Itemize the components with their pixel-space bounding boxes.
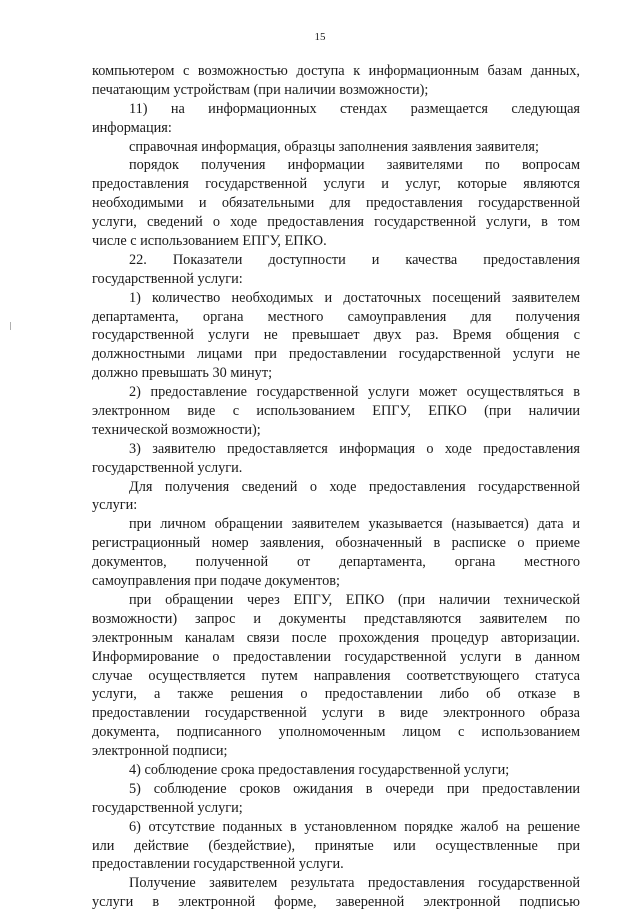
text-line: услуги: [92,497,138,514]
text-line: должно превышать 30 минут; [92,365,273,382]
text-line: информация: [92,119,172,136]
text-line: возможности) запрос и документы представляются заявителем по [92,610,580,627]
text-line: документов, полученной от департамента, органа местного [92,554,580,571]
text-line: департамента, органа местного самоуправления для получения [92,308,580,325]
page-number: 15 [314,31,326,43]
text-line: предоставлении государственной услуги в виде электронного образа [92,705,580,722]
text-line: 6) отсутствие поданных в установленном порядке жалоб на решение [129,818,580,835]
text-line: 11) на информационных стендах размещается следующая [129,100,580,117]
text-line: Получение заявителем результата предоставления государственной [129,875,580,892]
text-line: 1) количество необходимых и достаточных посещений заявителем [129,289,580,306]
text-line: случае осуществляется путем направления соответствующего статуса [92,667,580,684]
text-line: государственной услуги не превышает двух раз. Время общения с [92,327,580,344]
text-line: предоставления государственной услуги и услуг, которые являются [92,176,580,193]
text-line: при личном обращении заявителем указывается (называется) дата и [129,516,580,533]
text-line: числе с использованием ЕПГУ, ЕПКО. [92,233,327,250]
text-line: Информирование о предоставлении государственной услуги в данном [92,648,580,665]
text-line: государственной услуги. [92,459,243,476]
text-line: 3) заявителю предоставляется информация о ходе предоставления [129,440,580,457]
text-line: электронной подписи; [92,743,228,760]
text-line: государственной услуги: [92,270,243,287]
text-line: документа, подписанного уполномоченным лицом с использованием [92,724,580,741]
text-line: 5) соблюдение сроков ожидания в очереди при предоставлении [129,780,580,797]
text-line: государственной услуги; [92,799,243,816]
text-line: услуги, сведений о ходе предоставления государственной услуги, в том [92,214,580,231]
text-line: услуги в электронной форме, заверенной электронной подписью [92,894,580,911]
text-line: Для получения сведений о ходе предоставления государственной [129,478,580,495]
text-line: электронном виде с использованием ЕПГУ, ЕПКО (при наличии [92,403,580,420]
text-line: 22. Показатели доступности и качества предоставления [129,251,580,268]
text-line: самоуправления при подаче документов; [92,573,340,590]
text-line: регистрационный номер заявления, обозначенный в расписке о приеме [92,535,580,552]
text-line: предоставлении государственной услуги. [92,856,344,873]
text-line: технической возможности); [92,421,261,438]
text-line: 4) соблюдение срока предоставления государственной услуги; [129,761,510,778]
text-line: 2) предоставление государственной услуги может осуществляться в [129,384,580,401]
text-line: порядок получения информации заявителями по вопросам [129,157,580,174]
text-line: печатающим устройствам (при наличии возможности); [92,81,429,98]
text-line: электронным каналам связи после прохождения процедур авторизации. [92,629,580,646]
text-line: справочная информация, образцы заполнения заявления заявителя; [129,138,539,155]
text-line: необходимыми и обязательными для предоставления государственной [92,195,580,212]
text-line: должностными лицами при предоставлении государственной услуги не [92,346,580,363]
margin-mark [10,322,11,330]
text-line: при обращении через ЕПГУ, ЕПКО (при наличии технической [129,591,580,608]
document-body [92,62,580,912]
text-line: услуги, а также решения о предоставлении либо об отказе в [92,686,580,703]
text-line: или действие (бездействие), принятые или осуществленные при [92,837,580,854]
text-line: компьютером с возможностью доступа к информационным базам данных, [92,63,580,79]
